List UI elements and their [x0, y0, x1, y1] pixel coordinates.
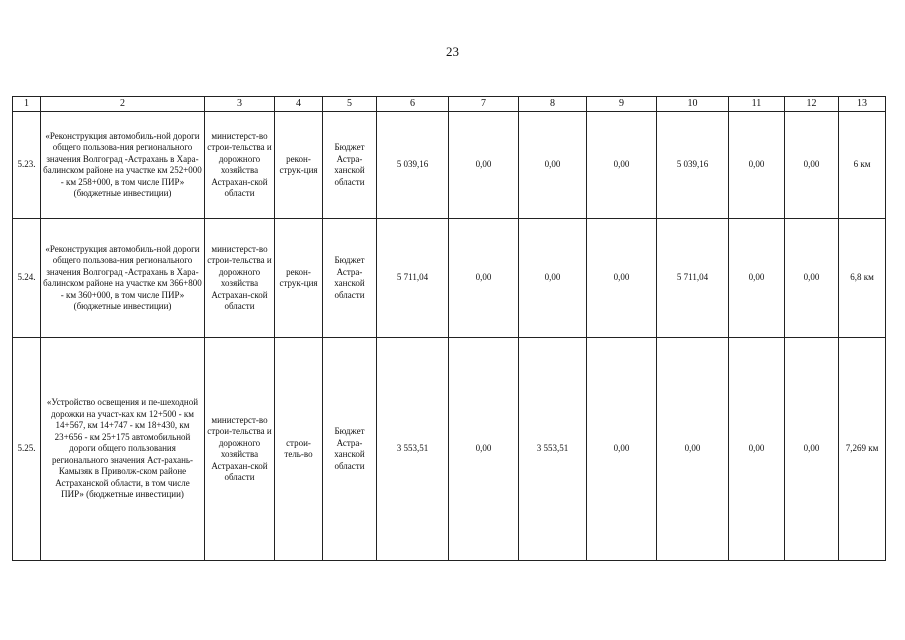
- funding-source: Бюджет Астра-ханской области: [323, 219, 377, 338]
- amount-cell: 0,00: [587, 219, 657, 338]
- funding-source: Бюджет Астра-ханской области: [323, 338, 377, 561]
- table-row: [13, 338, 886, 561]
- amount-cell: 3 553,51: [377, 338, 449, 561]
- amount-cell: 0,00: [449, 112, 519, 219]
- work-type: рекон-струк-ция: [275, 219, 323, 338]
- column-header: 2: [41, 97, 205, 112]
- column-header: 5: [323, 97, 377, 112]
- amount-cell: 0,00: [519, 219, 587, 338]
- project-name: «Устройство освещения и пе-шеходной дорожки на участ-ках км 12+500 - км 14+567, км 14+747 - км 18+430, км 23+656 - км 25+175 автомобильной дороги общего пользования регионального значения Аст-рахань- Камызяк в Приволж-ском районе Астраханской области, в том числе ПИР» (бюджетные инвестиции): [41, 338, 205, 561]
- project-name: «Реконструкция автомобиль-ной дороги общего пользова-ния регионального значения Волгоград -Астрахань в Хара-балинском районе на участке км 366+800 - км 360+000, в том числе ПИР» (бюджетные инвестиции): [41, 219, 205, 338]
- column-header: 3: [205, 97, 275, 112]
- amount-cell: 5 039,16: [657, 112, 729, 219]
- amount-cell: 5 711,04: [657, 219, 729, 338]
- amount-cell: 0,00: [785, 219, 839, 338]
- column-header: 11: [729, 97, 785, 112]
- amount-cell: 0,00: [729, 338, 785, 561]
- length-cell: 6,8 км: [839, 219, 886, 338]
- project-name: «Реконструкция автомобиль-ной дороги общего пользова-ния регионального значения Волгоград -Астрахань в Хара-балинском районе на участке км 252+000 - км 258+000, в том числе ПИР» (бюджетные инвестиции): [41, 112, 205, 219]
- amount-cell: 0,00: [785, 338, 839, 561]
- amount-cell: 0,00: [587, 112, 657, 219]
- table-row: [13, 219, 886, 338]
- table-header-row: [13, 97, 886, 112]
- row-number: 5.23.: [13, 112, 41, 219]
- column-header: 8: [519, 97, 587, 112]
- customer: министерст-во строи-тельства и дорожного хозяйства Астрахан-ской области: [205, 219, 275, 338]
- amount-cell: 0,00: [729, 219, 785, 338]
- work-type: строи-тель-во: [275, 338, 323, 561]
- amount-cell: 5 039,16: [377, 112, 449, 219]
- amount-cell: 0,00: [449, 219, 519, 338]
- amount-cell: 0,00: [729, 112, 785, 219]
- column-header: 12: [785, 97, 839, 112]
- length-cell: 7,269 км: [839, 338, 886, 561]
- column-header: 13: [839, 97, 886, 112]
- page-number: 23: [446, 44, 459, 59]
- customer: министерст-во строи-тельства и дорожного хозяйства Астрахан-ской области: [205, 338, 275, 561]
- table-row: [13, 112, 886, 219]
- column-header: 1: [13, 97, 41, 112]
- work-type: рекон-струк-ция: [275, 112, 323, 219]
- column-header: 9: [587, 97, 657, 112]
- amount-cell: 0,00: [449, 338, 519, 561]
- customer: министерст-во строи-тельства и дорожного хозяйства Астрахан-ской области: [205, 112, 275, 219]
- amount-cell: 0,00: [587, 338, 657, 561]
- column-header: 10: [657, 97, 729, 112]
- row-number: 5.25.: [13, 338, 41, 561]
- row-number: 5.24.: [13, 219, 41, 338]
- funding-source: Бюджет Астра-ханской области: [323, 112, 377, 219]
- amount-cell: 5 711,04: [377, 219, 449, 338]
- column-header: 7: [449, 97, 519, 112]
- data-table: [12, 96, 886, 561]
- column-header: 4: [275, 97, 323, 112]
- amount-cell: 0,00: [785, 112, 839, 219]
- amount-cell: 0,00: [519, 112, 587, 219]
- length-cell: 6 км: [839, 112, 886, 219]
- column-header: 6: [377, 97, 449, 112]
- amount-cell: 3 553,51: [519, 338, 587, 561]
- amount-cell: 0,00: [657, 338, 729, 561]
